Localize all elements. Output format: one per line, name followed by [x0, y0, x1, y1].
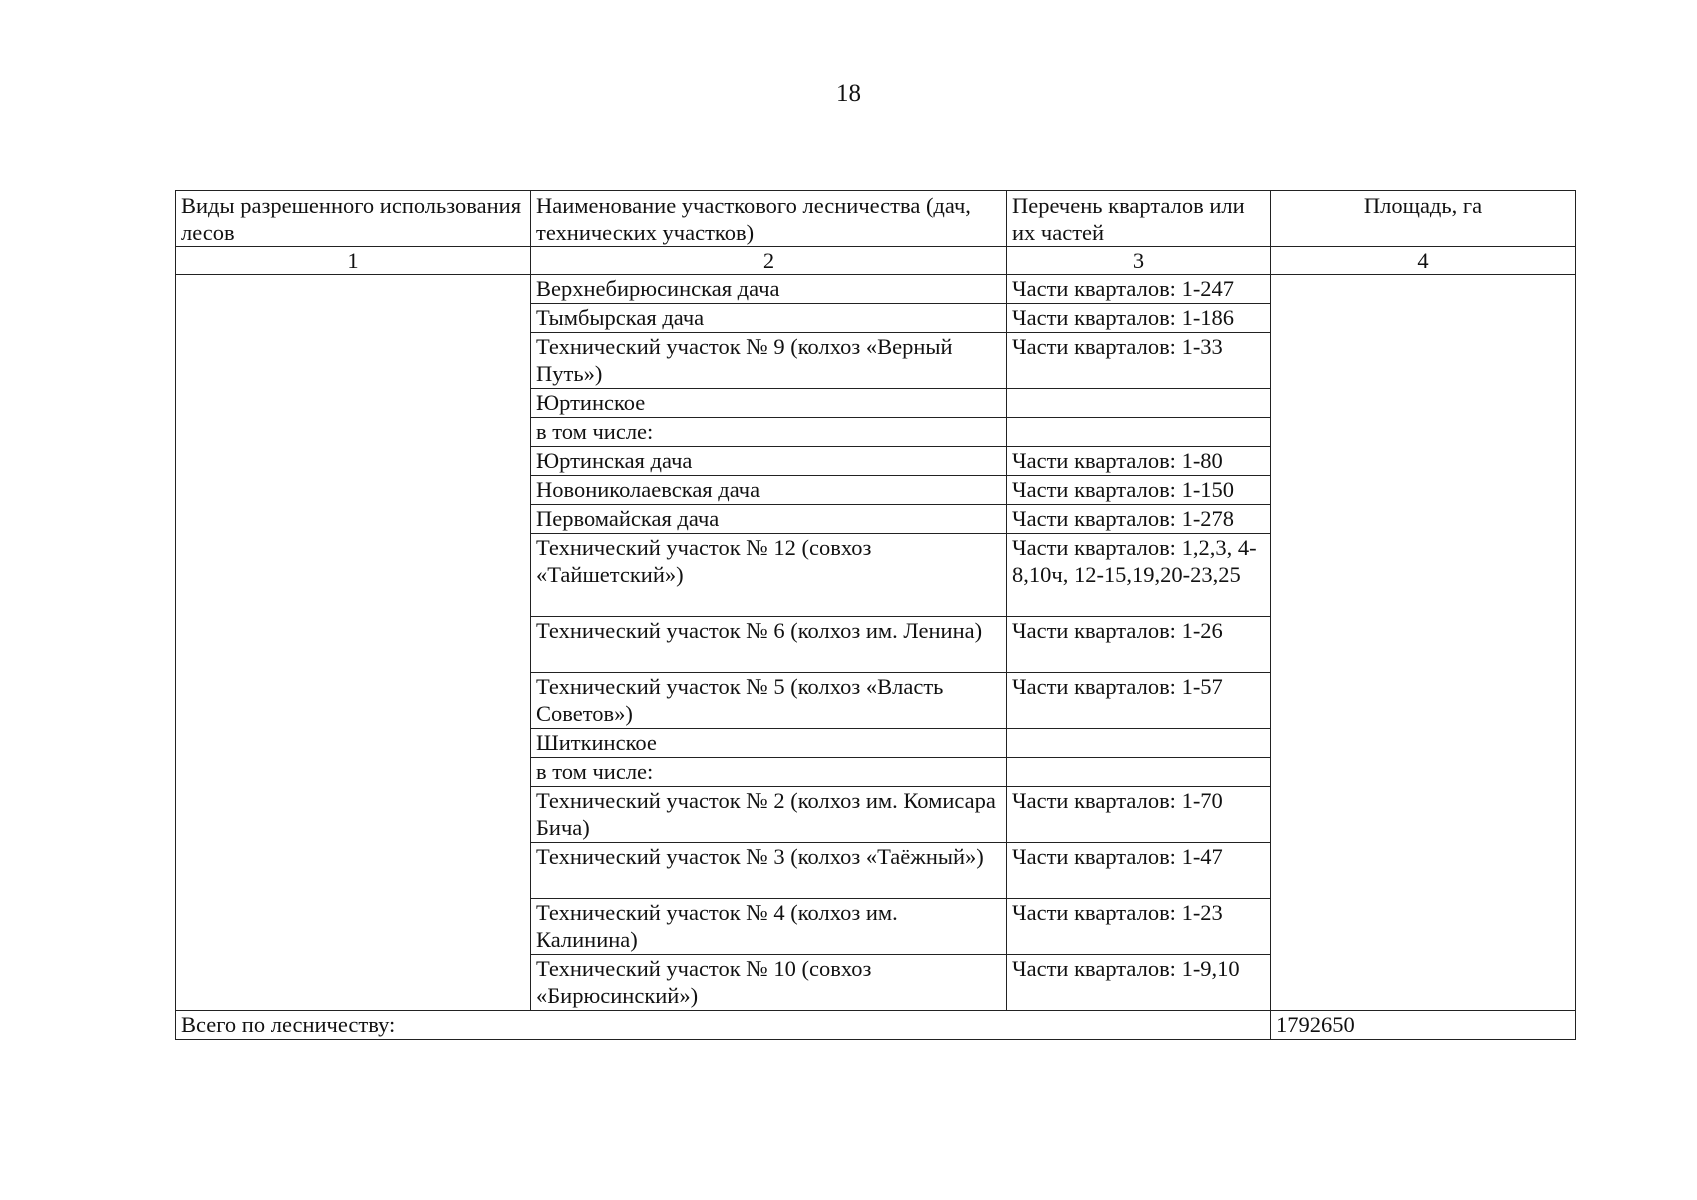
column-number: 2 — [531, 247, 1007, 275]
forest-use-table — [175, 190, 1576, 1040]
forestry-name-cell: Технический участок № 4 (колхоз им. Калинина) — [531, 899, 1007, 955]
table-header-row — [176, 191, 1576, 247]
forestry-name-cell: Технический участок № 5 (колхоз «Власть Советов») — [531, 673, 1007, 729]
quarters-cell: Части кварталов: 1-150 — [1007, 476, 1271, 505]
quarters-cell: Части кварталов: 1-186 — [1007, 304, 1271, 333]
quarters-cell: Части кварталов: 1,2,3, 4-8,10ч, 12-15,19,20-23,25 — [1007, 534, 1271, 617]
quarters-cell: Части кварталов: 1-23 — [1007, 899, 1271, 955]
forestry-name-cell: Новониколаевская дача — [531, 476, 1007, 505]
table-row — [176, 275, 1576, 304]
quarters-cell: Части кварталов: 1-80 — [1007, 447, 1271, 476]
forestry-name-cell: в том числе: — [531, 418, 1007, 447]
quarters-cell: Части кварталов: 1-47 — [1007, 843, 1271, 899]
column-number: 1 — [176, 247, 531, 275]
header-quarters-list: Перечень кварталов или их частей — [1007, 191, 1271, 247]
column-number: 4 — [1271, 247, 1576, 275]
quarters-cell: Части кварталов: 1-57 — [1007, 673, 1271, 729]
forestry-name-cell: Верхнебирюсинская дача — [531, 275, 1007, 304]
quarters-cell: Части кварталов: 1-9,10 — [1007, 955, 1271, 1011]
column-number-row — [176, 247, 1576, 275]
quarters-cell — [1007, 729, 1271, 758]
header-area: Площадь, га — [1271, 191, 1576, 247]
quarters-cell: Части кварталов: 1-247 — [1007, 275, 1271, 304]
quarters-cell: Части кварталов: 1-278 — [1007, 505, 1271, 534]
forestry-name-cell: Первомайская дача — [531, 505, 1007, 534]
forestry-name-cell: Технический участок № 10 (совхоз «Бирюсинский») — [531, 955, 1007, 1011]
forestry-name-cell: Юртинская дача — [531, 447, 1007, 476]
quarters-cell: Части кварталов: 1-33 — [1007, 333, 1271, 389]
header-use-types: Виды разрешенного использования лесов — [176, 191, 531, 247]
header-forestry-name: Наименование участкового лесничества (дач, технических участков) — [531, 191, 1007, 247]
total-row — [176, 1011, 1576, 1040]
forestry-name-cell: Шиткинское — [531, 729, 1007, 758]
forestry-name-cell: Технический участок № 2 (колхоз им. Комисара Бича) — [531, 787, 1007, 843]
forestry-name-cell: Технический участок № 9 (колхоз «Верный Путь») — [531, 333, 1007, 389]
page-number: 18 — [836, 80, 861, 107]
quarters-cell: Части кварталов: 1-26 — [1007, 617, 1271, 673]
forestry-name-cell: Тымбырская дача — [531, 304, 1007, 333]
forestry-name-cell: Технический участок № 12 (совхоз «Тайшетский») — [531, 534, 1007, 617]
forestry-name-cell: в том числе: — [531, 758, 1007, 787]
forestry-name-cell: Технический участок № 6 (колхоз им. Ленина) — [531, 617, 1007, 673]
forestry-name-cell: Юртинское — [531, 389, 1007, 418]
quarters-cell: Части кварталов: 1-70 — [1007, 787, 1271, 843]
area-cell — [1271, 275, 1576, 1011]
total-label: Всего по лесничеству: — [176, 1011, 1271, 1040]
quarters-cell — [1007, 418, 1271, 447]
quarters-cell — [1007, 389, 1271, 418]
total-value: 1792650 — [1271, 1011, 1576, 1040]
quarters-cell — [1007, 758, 1271, 787]
column-number: 3 — [1007, 247, 1271, 275]
forestry-name-cell: Технический участок № 3 (колхоз «Таёжный») — [531, 843, 1007, 899]
use-type-cell — [176, 275, 531, 1011]
